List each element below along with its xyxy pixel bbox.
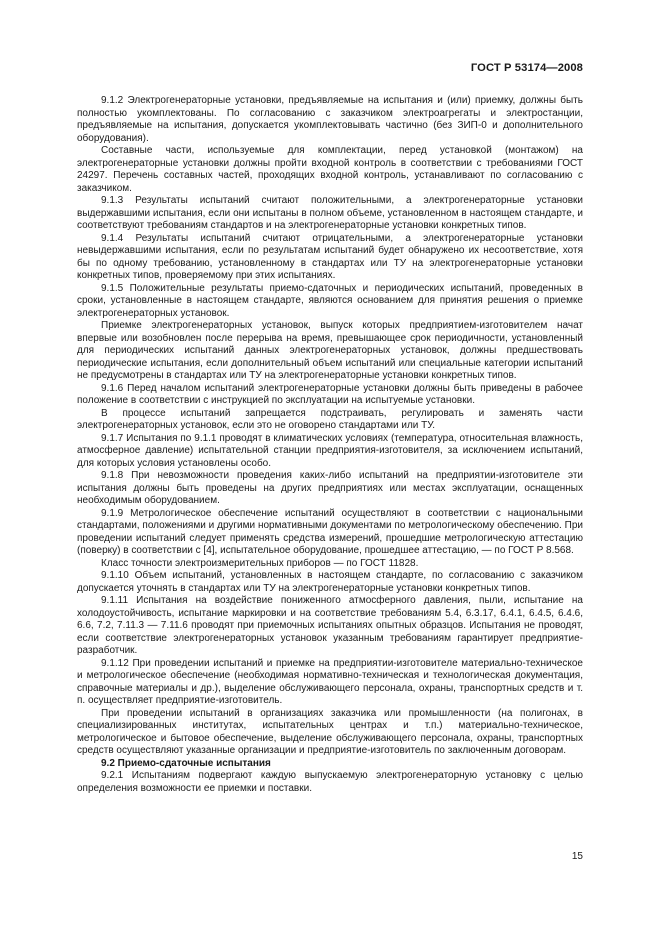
- paragraph: 9.1.2 Электрогенераторные установки, предъявляемые на испытания и (или) приемку, должны быть полностью укомплектованы. По согласованию с заказчиком электроагрегаты и электростанции, предъявляемые на испытания, допускается укомплектовывать частично (без ЗИП-0 и дополнительного оборудования).: [77, 95, 583, 144]
- paragraph: 9.1.8 При невозможности проведения каких-либо испытаний на предприятии-изготовителе эти испытания должны быть проведены на других предприятиях или местах эксплуатации, оснащенных необходимым оборудованием.: [77, 470, 583, 506]
- paragraph: 9.1.5 Положительные результаты приемо-сдаточных и периодических испытаний, проведенных в сроки, установленные в настоящем стандарте, являются основанием для принятия решения о приемке электрогенераторных установок.: [77, 282, 583, 319]
- paragraph: 9.1.4 Результаты испытаний считают отрицательными, а электрогенераторные установки невыдержавшими испытания, если по результатам испытаний будет обнаружено их несоответствие, хотя бы по одному требованию, установленному в стандартах или ТУ на электрогенераторные установки конкретных типов, проверяемому при этих испытаниях.: [77, 232, 583, 281]
- paragraph: Класс точности электроизмерительных приборов — по ГОСТ 11828.: [101, 557, 419, 569]
- paragraph: 9.1.3 Результаты испытаний считают положительными, а электрогенераторные установки выдержавшими испытания, если они испытаны в полном объеме, установленном в настоящем стандарте, и соответствуют требованиям стандартов и на электрогенераторные установки конкретных типов.: [77, 195, 583, 231]
- paragraph: 9.1.7 Испытания по 9.1.1 проводят в климатических условиях (температура, относительная влажность, атмосферное давление) испытательной станции предприятия-изготовителя, за исключением испытаний, для которых условия установлены особо.: [77, 432, 583, 469]
- section-heading: 9.2 Приемо-сдаточные испытания: [101, 757, 271, 769]
- paragraph: Составные части, используемые для комплектации, перед установкой (монтажом) на электрогенераторные установки должны пройти входной контроль в соответствии с требованиями ГОСТ 24297. Перечень составных частей, проходящих входной контроль, устанавливают по согласованию с заказчиком.: [77, 145, 583, 194]
- paragraph: 9.1.6 Перед началом испытаний электрогенераторные установки должны быть приведены в рабочее положение в соответствии с инструкцией по эксплуатации на испытуемые установки.: [77, 382, 583, 406]
- page-number: 15: [571, 851, 583, 862]
- paragraph: При проведении испытаний в организациях заказчика или промышленности (на полигонах, в специализированных институтах, испытательных центрах и т.п.) материально-техническое, метрологическое и бытовое обеспечение, выделение обслуживающего персонала, охраны, транспортных средств осуществляют указанные организации и предприятие-изготовитель по заключенным договорам.: [77, 707, 583, 756]
- paragraph: 9.2.1 Испытаниям подвергают каждую выпускаемую электрогенераторную установку с целью определения возможности ее приемки и поставки.: [77, 770, 583, 794]
- document-header: ГОСТ Р 53174—2008: [470, 62, 583, 74]
- document-body: [77, 95, 583, 795]
- paragraph: 9.1.11 Испытания на воздействие пониженного атмосферного давления, пыли, испытание на холодоустойчивость, испытание маркировки и на соответствие требованиям 5.4, 6.3.17, 6.4.1, 6.4.5, 6.4.6, 6.6, 7.2, 7.11.3 — 7.11.6 проводят при приемочных испытаниях опытных образцов. Испытания не проводят, если соответствие электрогенераторных установок указанным требованиям гарантирует предприятие-разработчик.: [77, 595, 583, 656]
- paragraph: Приемке электрогенераторных установок, выпуск которых предприятием-изготовителем начат впервые или возобновлен после перерыва на время, превышающее срок периодичности, установленный для периодических испытаний данных электрогенераторных установок, должны предшествовать периодические испытания, если дополнительный объем испытаний или специальные категории испытаний не предусмотрены в стандартах или ТУ на электрогенераторные установки конкретных типов.: [77, 320, 583, 381]
- paragraph: В процессе испытаний запрещается подстраивать, регулировать и заменять части электрогенераторных установок, если это не оговорено стандартами или ТУ.: [77, 407, 583, 431]
- paragraph: 9.1.10 Объем испытаний, установленных в настоящем стандарте, по согласованию с заказчиком допускается уточнять в стандартах или ТУ на электрогенераторные установки конкретных типов.: [77, 570, 583, 594]
- paragraph: 9.1.12 При проведении испытаний и приемке на предприятии-изготовителе материально-техническое и метрологическое обеспечение (необходимая нормативно-техническая и технологическая документация, справочные материалы и др.), выделение обслуживающего персонала, охраны, транспортных средств и т. п. осуществляет предприятие-изготовитель.: [77, 657, 583, 706]
- paragraph: 9.1.9 Метрологическое обеспечение испытаний осуществляют в соответствии с национальными стандартами, положениями и другими нормативными документами по метрологическому обеспечению. При проведении испытаний следует применять средства измерений, прошедшие метрологическую аттестацию (поверку) в соответствии с [4], испытательное оборудование, прошедшее аттестацию, — по ГОСТ Р 8.568.: [77, 507, 583, 556]
